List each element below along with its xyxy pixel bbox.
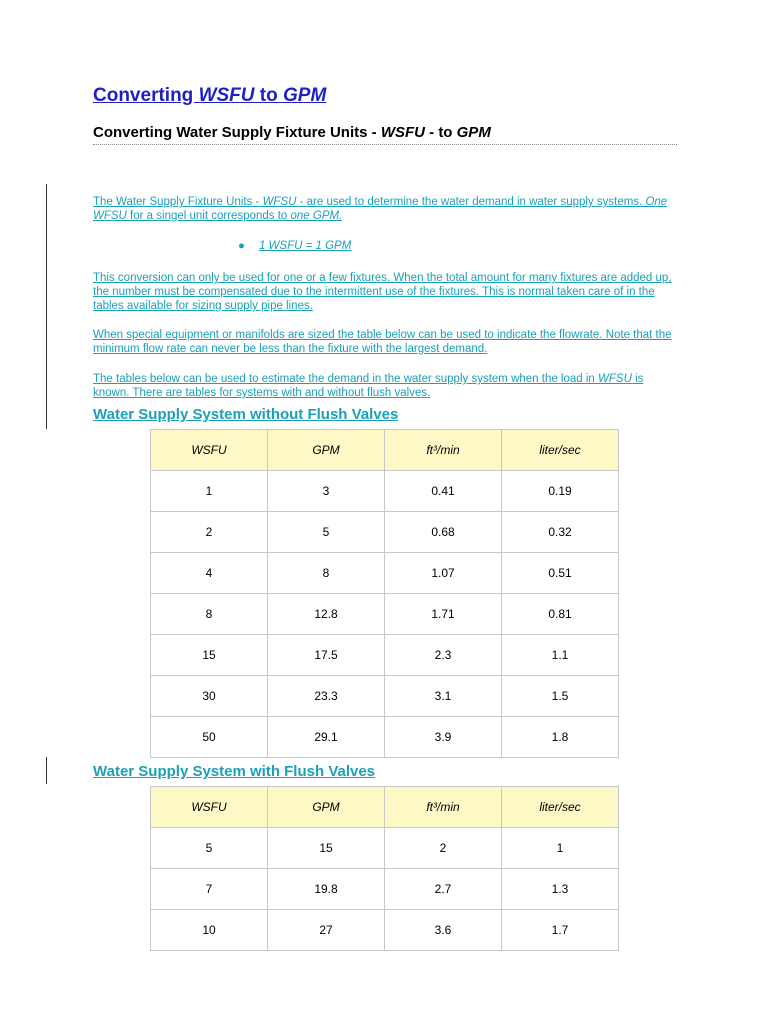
table-row xyxy=(151,594,619,635)
cell: 3 xyxy=(268,471,385,512)
subtitle-em2: GPM xyxy=(456,124,491,141)
conversion-bullet xyxy=(238,240,351,252)
table-header-row xyxy=(151,430,619,471)
intro-paragraph-2[interactable]: This conversion can only be used for one or a few fixtures. When the total amount for many fixtures are added up, the number must be compensated due to the intermittent use of the fixtures. This is normal taken care of in the tables available for sizing supply pipe lines. xyxy=(93,272,672,312)
table-row xyxy=(151,553,619,594)
cell: 1.1 xyxy=(502,635,619,676)
cell: 1 xyxy=(151,471,268,512)
cell: 3.9 xyxy=(385,717,502,758)
col-header: liter/sec xyxy=(502,430,619,471)
bullet-icon: ● xyxy=(238,240,245,252)
col-header: GPM xyxy=(268,787,385,828)
subtitle-part2: - to xyxy=(424,124,457,141)
p4-text-a: The tables below can be used to estimate the demand in the water supply system when the load in xyxy=(93,373,599,385)
table-row xyxy=(151,828,619,869)
intro-paragraph-1[interactable] xyxy=(93,195,683,223)
p4-em: WFSU xyxy=(598,373,632,385)
cell: 27 xyxy=(268,910,385,951)
cell: 10 xyxy=(151,910,268,951)
cell: 19.8 xyxy=(268,869,385,910)
cell: 0.68 xyxy=(385,512,502,553)
table-without-flush-valves xyxy=(150,429,619,758)
table-row xyxy=(151,635,619,676)
title-part1: Converting xyxy=(93,85,199,106)
table-with-flush-valves xyxy=(150,786,619,951)
subtitle-part1: Converting Water Supply Fixture Units - xyxy=(93,124,381,141)
cell: 1.07 xyxy=(385,553,502,594)
table-row xyxy=(151,717,619,758)
heading-without-flush-valves[interactable]: Water Supply System without Flush Valves xyxy=(93,406,399,423)
p1-text-c: for a singel unit corresponds to xyxy=(126,210,291,222)
cell: 0.81 xyxy=(502,594,619,635)
table-row xyxy=(151,676,619,717)
col-header: GPM xyxy=(268,430,385,471)
intro-paragraph-3[interactable]: When special equipment or manifolds are sized the table below can be used to indicate the flowrate. Note that the minimum flow rate can never be less than the fixture with the largest demand. xyxy=(93,329,672,355)
p1-text-a: The Water Supply Fixture Units - xyxy=(93,196,263,208)
cell: 5 xyxy=(268,512,385,553)
cell: 7 xyxy=(151,869,268,910)
cell: 15 xyxy=(151,635,268,676)
cell: 8 xyxy=(268,553,385,594)
cell: 1.71 xyxy=(385,594,502,635)
cell: 0.32 xyxy=(502,512,619,553)
table-row xyxy=(151,910,619,951)
page-title-link[interactable] xyxy=(93,85,326,107)
p1-text-b: - are used to determine the water demand in water supply systems. xyxy=(296,196,646,208)
cell: 2.3 xyxy=(385,635,502,676)
p1-em3: one GPM. xyxy=(290,210,343,222)
cell: 1.3 xyxy=(502,869,619,910)
cell: 1.7 xyxy=(502,910,619,951)
cell: 15 xyxy=(268,828,385,869)
page-subtitle xyxy=(93,124,491,141)
col-header: liter/sec xyxy=(502,787,619,828)
col-header: ft³/min xyxy=(385,430,502,471)
cell: 30 xyxy=(151,676,268,717)
intro-paragraph-4[interactable] xyxy=(93,372,683,400)
p1-em2: One WFSU xyxy=(93,196,668,222)
cell: 29.1 xyxy=(268,717,385,758)
cell: 2 xyxy=(385,828,502,869)
table-header-row xyxy=(151,787,619,828)
cell: 3.1 xyxy=(385,676,502,717)
cell: 2 xyxy=(151,512,268,553)
table-row xyxy=(151,869,619,910)
cell: 12.8 xyxy=(268,594,385,635)
title-em1: WSFU xyxy=(198,85,255,106)
table-row xyxy=(151,512,619,553)
subtitle-em1: WSFU xyxy=(380,124,425,141)
title-em2: GPM xyxy=(283,85,327,106)
cell: 0.19 xyxy=(502,471,619,512)
title-part2: to xyxy=(254,85,283,106)
col-header: WSFU xyxy=(151,787,268,828)
cell: 50 xyxy=(151,717,268,758)
cell: 3.6 xyxy=(385,910,502,951)
cell: 5 xyxy=(151,828,268,869)
col-header: ft³/min xyxy=(385,787,502,828)
cell: 1 xyxy=(502,828,619,869)
cell: 4 xyxy=(151,553,268,594)
cell: 8 xyxy=(151,594,268,635)
bullet-text[interactable]: 1 WSFU = 1 GPM xyxy=(258,240,352,252)
p4-text-b: is known. There are tables for systems with and without flush valves. xyxy=(93,373,644,399)
cell: 17.5 xyxy=(268,635,385,676)
dotted-divider xyxy=(93,144,677,145)
p1-em1: WFSU xyxy=(262,196,297,208)
heading-with-flush-valves[interactable]: Water Supply System with Flush Valves xyxy=(93,763,376,780)
change-bar-bottom xyxy=(46,757,47,784)
cell: 23.3 xyxy=(268,676,385,717)
cell: 0.41 xyxy=(385,471,502,512)
change-bar-top xyxy=(46,184,47,429)
cell: 2.7 xyxy=(385,869,502,910)
cell: 1.8 xyxy=(502,717,619,758)
cell: 1.5 xyxy=(502,676,619,717)
cell: 0.51 xyxy=(502,553,619,594)
table-row xyxy=(151,471,619,512)
col-header: WSFU xyxy=(151,430,268,471)
